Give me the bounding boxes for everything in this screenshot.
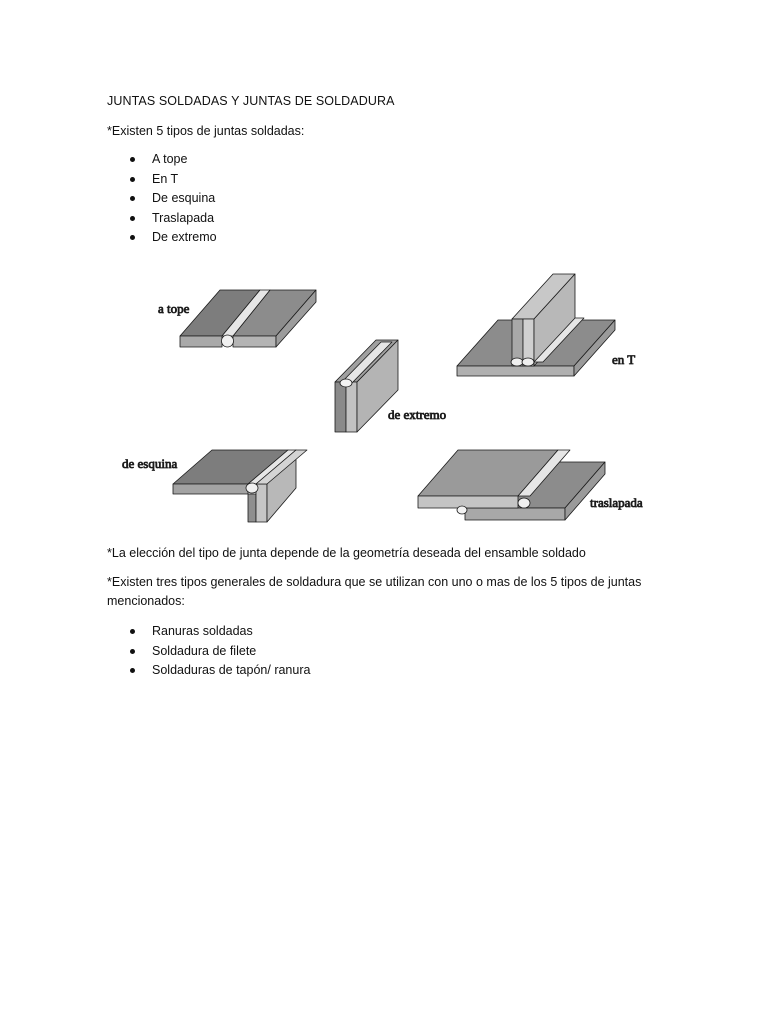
- label-de-esquina: de esquina: [122, 456, 178, 471]
- list-item: Soldaduras de tapón/ ranura: [130, 661, 310, 681]
- list-item: Traslapada: [130, 209, 217, 229]
- list-item: En T: [130, 170, 217, 190]
- geometry-paragraph: *La elección del tipo de junta depende de la geometría deseada del ensamble soldado: [107, 546, 586, 560]
- list-item: A tope: [130, 150, 217, 170]
- label-de-extremo: de extremo: [388, 407, 447, 422]
- list-item: Ranuras soldadas: [130, 622, 310, 642]
- label-en-t: en T: [612, 352, 636, 367]
- welded-joints-figure: [100, 262, 660, 530]
- list-item: De extremo: [130, 228, 217, 248]
- corner-joint-drawing: [173, 450, 307, 522]
- label-traslapada: traslapada: [590, 495, 643, 510]
- weld-types-paragraph: *Existen tres tipos generales de soldadura que se utilizan con uno o mas de los 5 tipos de juntas mencionados:: [107, 575, 642, 608]
- joint-types-list: [130, 150, 217, 248]
- t-joint-drawing: [457, 274, 615, 376]
- intro-paragraph: *Existen 5 tipos de juntas soldadas:: [107, 124, 305, 138]
- list-item: De esquina: [130, 189, 217, 209]
- document-title: JUNTAS SOLDADAS Y JUNTAS DE SOLDADURA: [107, 94, 395, 108]
- weld-types-list: [130, 622, 310, 681]
- list-item: Soldadura de filete: [130, 642, 310, 662]
- lap-joint-drawing: [418, 450, 605, 520]
- butt-joint-drawing: [180, 290, 316, 347]
- label-a-tope: a tope: [158, 301, 190, 316]
